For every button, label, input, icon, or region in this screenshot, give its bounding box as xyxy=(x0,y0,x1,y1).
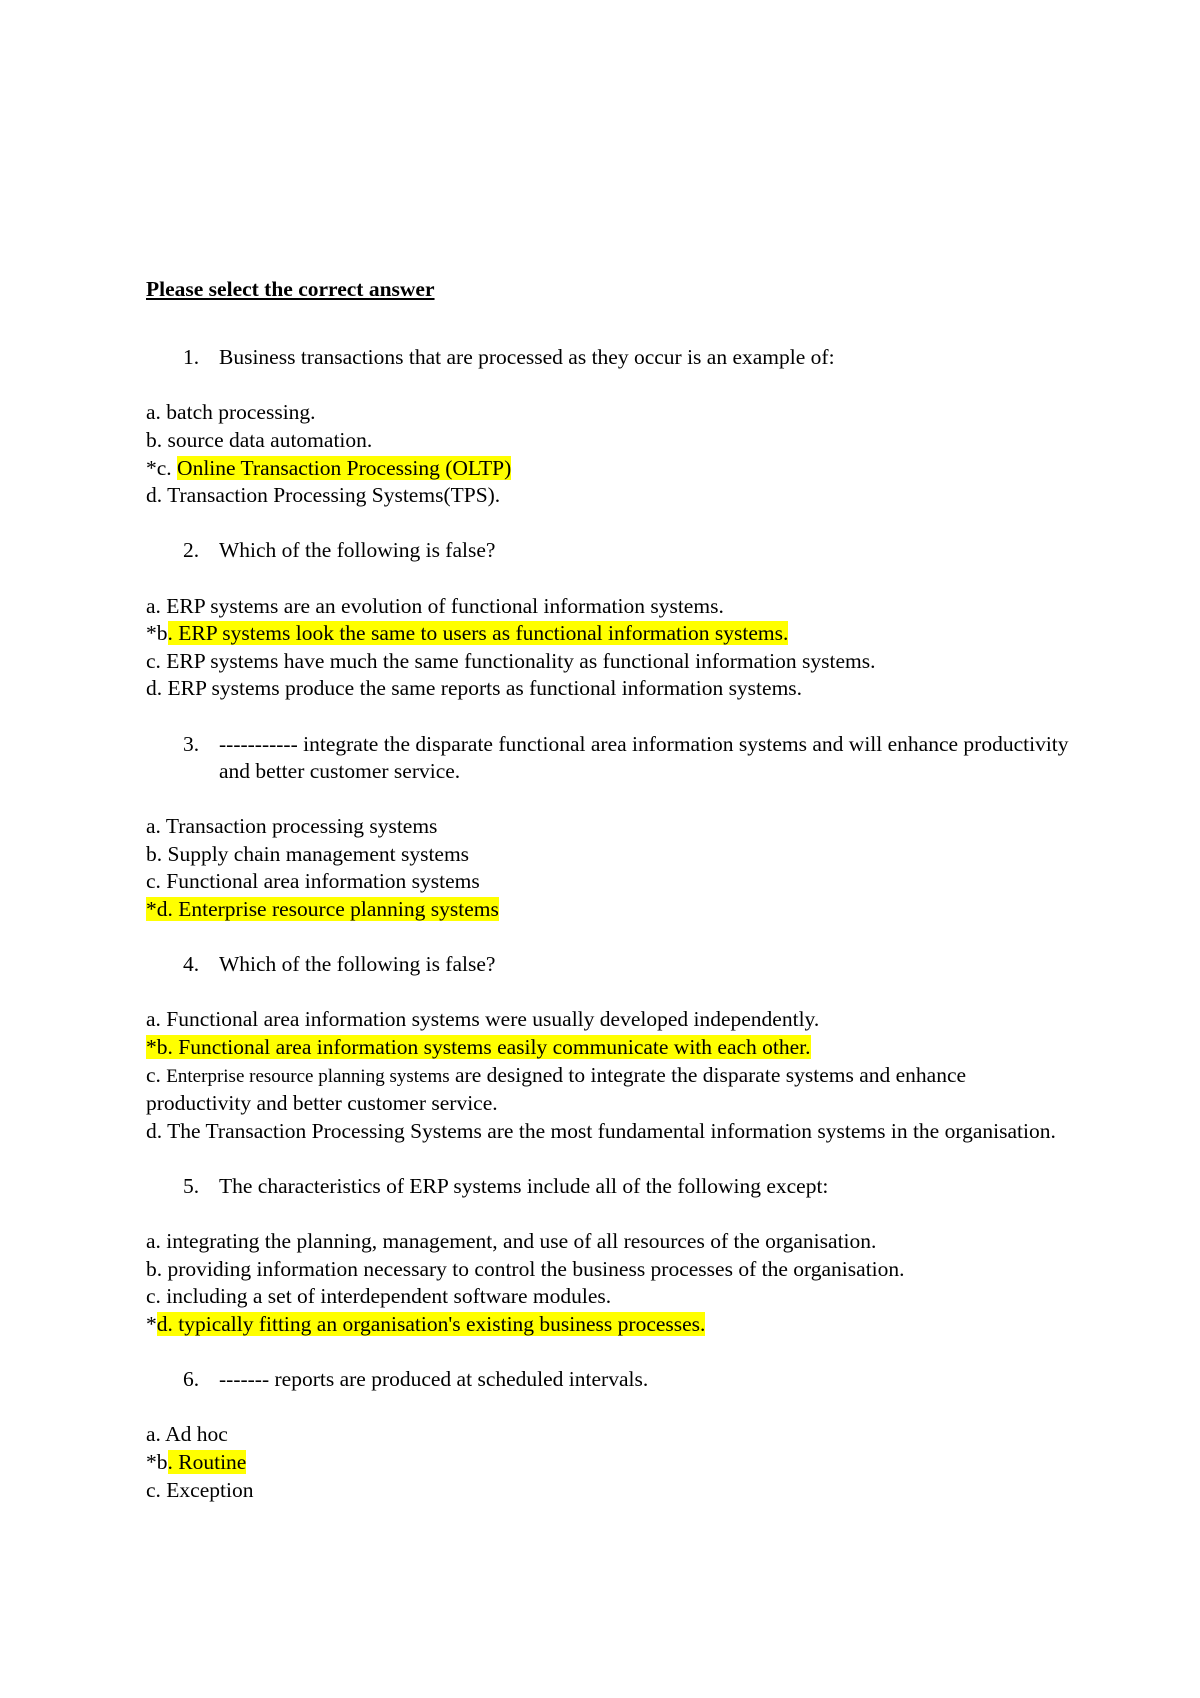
highlighted-answer: *d. Enterprise resource planning systems xyxy=(146,897,499,922)
option-b-correct: *b. Routine xyxy=(146,1449,247,1474)
question-number: 4. xyxy=(183,952,200,977)
option-d: d. ERP systems produce the same reports as functional information systems. xyxy=(146,676,803,701)
option-a: a. Functional area information systems were usually developed independently. xyxy=(146,1007,820,1032)
option-d: d. The Transaction Processing Systems are the most fundamental information systems in the organisation. xyxy=(146,1118,1056,1143)
question-text: The characteristics of ERP systems include all of the following except: xyxy=(219,1174,829,1198)
highlighted-answer: Online Transaction Processing (OLTP) xyxy=(177,455,512,480)
question-4 xyxy=(146,951,1076,979)
question-1 xyxy=(146,344,1076,372)
option-a: a. ERP systems are an evolution of functional information systems. xyxy=(146,593,724,618)
option-c: c. including a set of interdependent software modules. xyxy=(146,1284,612,1309)
highlighted-answer: . Routine xyxy=(167,1449,247,1474)
option-d-correct: *d. typically fitting an organisation's existing business processes. xyxy=(146,1311,706,1336)
option-d-correct xyxy=(146,896,1076,924)
option-a: a. batch processing. xyxy=(146,400,316,425)
question-text: ------- reports are produced at scheduled intervals. xyxy=(219,1367,649,1392)
question-text: Business transactions that are processed as they occur is an example of: xyxy=(219,345,835,370)
option-b-correct xyxy=(146,1034,1076,1062)
highlighted-answer: *b. Functional area information systems easily communicate with each other. xyxy=(146,1035,811,1060)
option-c-correct: *c. Online Transaction Processing (OLTP) xyxy=(146,455,512,480)
option-d: d. Transaction Processing Systems(TPS). xyxy=(146,483,501,508)
option-b-correct: *b. ERP systems look the same to users as functional information systems. xyxy=(146,621,789,646)
highlighted-answer: . ERP systems look the same to users as functional information systems. xyxy=(167,621,789,646)
question-number: 3. xyxy=(183,731,200,756)
question-number: 5. xyxy=(183,1174,200,1198)
quiz-document xyxy=(146,276,1076,1504)
question-number: 2. xyxy=(183,538,200,563)
option-a: a. integrating the planning, management, and use of all resources of the organisation. xyxy=(146,1229,877,1254)
question-text: Which of the following is false? xyxy=(219,952,496,977)
option-b: b. Supply chain management systems xyxy=(146,841,470,866)
option-a: a. Ad hoc xyxy=(146,1422,228,1447)
question-6 xyxy=(146,1366,1076,1394)
option-c: c. ERP systems have much the same functionality as functional information systems. xyxy=(146,648,876,673)
option-c: c. Enterprise resource planning systems are designed to integrate the disparate systems and enhance productivity and better customer service. xyxy=(146,1062,967,1116)
option-b: b. providing information necessary to control the business processes of the organisation. xyxy=(146,1256,905,1281)
highlighted-answer: d. typically fitting an organisation's existing business processes. xyxy=(156,1311,706,1336)
question-text: Which of the following is false? xyxy=(219,538,496,563)
option-a: a. Transaction processing systems xyxy=(146,814,438,839)
option-c: c. Functional area information systems xyxy=(146,869,480,894)
question-5 xyxy=(146,1173,1076,1201)
question-2 xyxy=(146,537,1076,565)
option-b: b. source data automation. xyxy=(146,427,373,452)
question-3 xyxy=(146,731,1076,786)
question-number: 6. xyxy=(183,1367,200,1392)
question-text: ----------- integrate the disparate functional area information systems and will enhance productivity and better customer service. xyxy=(219,731,1069,784)
page-heading: Please select the correct answer xyxy=(146,277,435,301)
question-number: 1. xyxy=(183,345,200,370)
option-c: c. Exception xyxy=(146,1477,254,1502)
